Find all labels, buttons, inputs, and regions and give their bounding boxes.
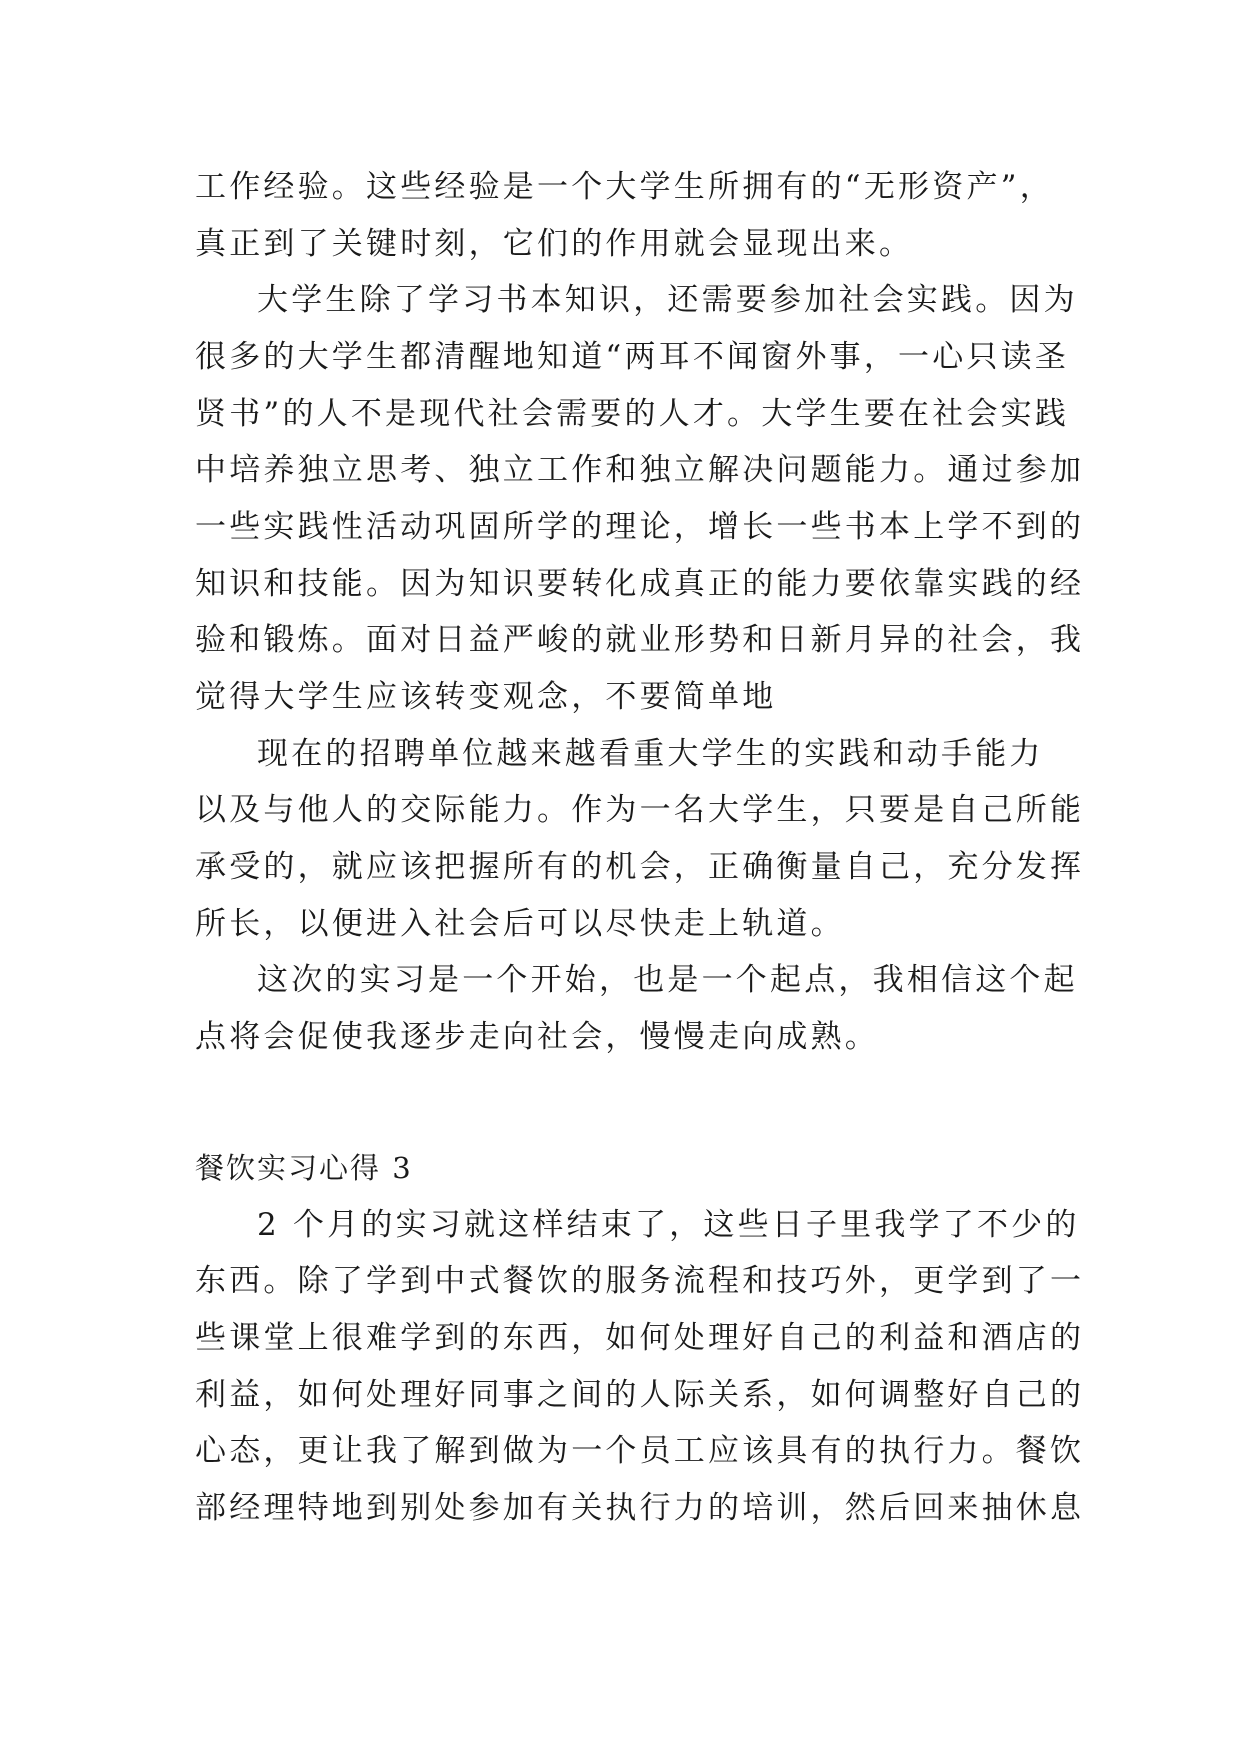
paragraph-line: 所长，以便进入社会后可以尽快走上轨道。 [195, 906, 845, 942]
section-heading: 餐饮实习心得 3 [195, 1151, 413, 1185]
paragraph-line: 中培养独立思考、独立工作和独立解决问题能力。通过参加 [195, 452, 1085, 488]
paragraph-line: 真正到了关键时刻，它们的作用就会显现出来。 [195, 226, 914, 262]
paragraph-line: 利益，如何处理好同事之间的人际关系，如何调整好自己的 [195, 1377, 1085, 1413]
paragraph-line: 一些实践性活动巩固所学的理论，增长一些书本上学不到的 [195, 509, 1085, 545]
paragraph-line: 心态，更让我了解到做为一个员工应该具有的执行力。餐饮 [195, 1433, 1085, 1469]
paragraph-line: 现在的招聘单位越来越看重大学生的实践和动手能力 [257, 736, 1044, 772]
paragraph-line: 承受的，就应该把握所有的机会，正确衡量自己，充分发挥 [195, 849, 1085, 885]
paragraph-line: 大学生除了学习书本知识，还需要参加社会实践。因为 [257, 282, 1078, 318]
paragraph-line: 东西。除了学到中式餐饮的服务流程和技巧外，更学到了一 [195, 1263, 1085, 1299]
paragraph-line: 觉得大学生应该转变观念，不要简单地 [195, 679, 777, 715]
paragraph-line: 工作经验。这些经验是一个大学生所拥有的“无形资产”， [195, 169, 1054, 205]
paragraph-line: 以及与他人的交际能力。作为一名大学生，只要是自己所能 [195, 792, 1085, 828]
paragraph-line: 很多的大学生都清醒地知道“两耳不闻窗外事，一心只读圣 [195, 339, 1070, 375]
paragraph-line: 些课堂上很难学到的东西，如何处理好自己的利益和酒店的 [195, 1320, 1085, 1356]
paragraph-line: 这次的实习是一个开始，也是一个起点，我相信这个起 [257, 962, 1078, 998]
paragraph-line: 贤书”的人不是现代社会需要的人才。大学生要在社会实践 [195, 396, 1070, 432]
paragraph-line: 验和锻炼。面对日益严峻的就业形势和日新月异的社会，我 [195, 622, 1085, 658]
paragraph-line: 部经理特地到别处参加有关执行力的培训，然后回来抽休息 [195, 1490, 1085, 1526]
paragraph-line: 点将会促使我逐步走向社会，慢慢走向成熟。 [195, 1019, 879, 1055]
paragraph-line: 2 个月的实习就这样结束了，这些日子里我学了不少的 [257, 1207, 1080, 1243]
paragraph-line: 知识和技能。因为知识要转化成真正的能力要依靠实践的经 [195, 566, 1085, 602]
